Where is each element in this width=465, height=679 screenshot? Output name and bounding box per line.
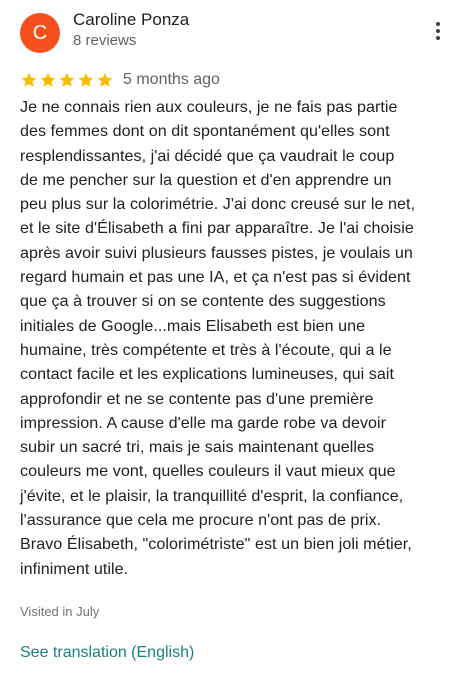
review-text-line: approfondir et ne se contente pas d'une première: [20, 389, 374, 408]
review-text-line: initiales de Google...mais Elisabeth est bien une: [20, 316, 366, 335]
see-translation-link[interactable]: See translation (English): [20, 644, 195, 661]
review-text-line: humaine, très compétente et très à l'écoute, qui a le: [20, 340, 392, 359]
review-text-line: contact facile et les explications lumineuses, qui sait: [20, 365, 394, 384]
review-text-line: subir un sacré tri, mais je sais maintenant quelles: [20, 438, 375, 457]
review-text-line: infiniment utile.: [20, 559, 129, 578]
author-review-count: 8 reviews: [73, 32, 137, 49]
review-text-line: des femmes dont on dit spontanément qu'elles sont: [20, 122, 390, 141]
more-vert-icon: [426, 19, 450, 43]
review-text-line: couleurs me vont, quelles couleurs il vaut mieux que: [20, 462, 396, 481]
star-icon: [20, 71, 38, 89]
star-icon: [77, 71, 95, 89]
review-text-line: regard humain et pas une IA, et ça n'est pas si évident: [20, 268, 411, 287]
review-date: 5 months ago: [123, 71, 220, 88]
star-rating: [20, 71, 114, 89]
avatar[interactable]: C: [20, 13, 60, 53]
star-icon: [58, 71, 76, 89]
review-text-line: après avoir suivi plusieurs fausses pistes, je voulais un: [20, 243, 413, 262]
author-name[interactable]: Caroline Ponza: [73, 10, 190, 29]
review-text-line: que ça à trouver si on se contente des suggestions: [20, 292, 386, 311]
review-text-line: l'assurance que cela me procure n'ont pas de prix.: [20, 511, 382, 530]
review-header: [20, 9, 450, 53]
review-text-line: Je ne connais rien aux couleurs, je ne fais pas partie: [20, 98, 398, 116]
star-icon: [39, 71, 57, 89]
review-text-line: resplendissantes, j'ai décidé que ça vaudrait le coup: [20, 146, 395, 165]
visited-date: Visited in July: [20, 604, 100, 619]
review-text-line: de me pencher sur la question et d'en apprendre un: [20, 170, 392, 189]
review-text: [20, 95, 450, 581]
review-text-line: impression. A cause d'elle ma garde robe va devoir: [20, 413, 387, 432]
review-text-line: peu plus sur la colorimétrie. J'ai donc creusé sur le net,: [20, 195, 416, 214]
review-text-line: j'évite, et le plaisir, la tranquillité d'esprit, la confiance,: [20, 486, 404, 505]
rating-row: [20, 69, 440, 91]
more-options-button[interactable]: [426, 19, 450, 43]
review-text-line: Bravo Élisabeth, "colorimétriste" est un bien joli métier,: [20, 535, 412, 554]
review-text-line: et le site d'Élisabeth a fini par apparaître. Je l'ai choisie: [20, 219, 414, 238]
star-icon: [96, 71, 114, 89]
